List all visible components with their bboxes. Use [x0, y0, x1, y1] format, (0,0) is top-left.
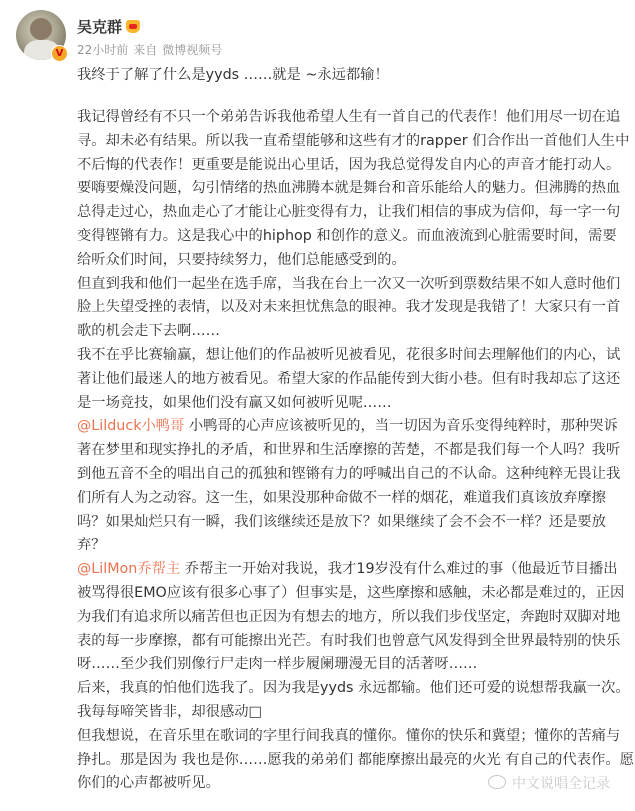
post-text-line: [77, 439, 634, 463]
post-meta: [77, 42, 227, 58]
line-text: 你们的心声都被听见。: [77, 775, 220, 792]
post-text-line: [77, 177, 634, 201]
post-source[interactable]: 微博视频号: [162, 43, 223, 57]
line-text: 不后悔的代表作！更重要是能说出心里话，因为我总觉得发自内心的声音才能打动人。: [77, 156, 621, 173]
line-text: 著在梦里和现实挣扎的矛盾，和世界和生活摩擦的苦楚，不都是我们每一个人吗？我听: [77, 442, 621, 459]
post-text-line: [77, 582, 634, 606]
line-text: 弃？: [77, 537, 106, 554]
post-text-line: [77, 344, 634, 368]
post-text-line: [77, 130, 634, 154]
line-text: 呀……至少我们别像行尸走肉一样步履阑珊漫无目的活著呀……: [77, 656, 478, 673]
user-mention-link[interactable]: @Lilduck小鸭哥: [77, 418, 185, 435]
post-first-line: 我终于了解了什么是yyds ……就是 ~永远都输！: [77, 67, 389, 83]
crown-icon[interactable]: [126, 20, 140, 33]
verified-badge-icon: V: [51, 45, 68, 62]
line-text: 寻。却未必有结果。所以我一直希望能够和这些有才的rapper 们合作出一首他们人生中: [77, 132, 630, 149]
line-text: 挣扎。那是因为 我也是你……愿我的弟弟们 都能摩擦出最亮的火光 有自己的代表作。愿: [77, 751, 634, 768]
post-time[interactable]: 22小时前: [77, 43, 129, 57]
post-text-line: [77, 653, 634, 677]
author-name-text[interactable]: 吴克群: [77, 18, 123, 36]
line-text: 我记得曾经有不只一个弟弟告诉我他希望人生有一首自己的代表作！他们用尽一切在追: [77, 109, 621, 125]
line-text: 脸上失望受挫的表情，以及对未来担忧焦急的眼神。我才发现是我错了！大家只有一首: [77, 299, 621, 316]
line-text: 到他五音不全的唱出自己的孤独和铿锵有力的呼喊出自己的不认命。这种纯粹无畏让我: [77, 465, 621, 482]
post-text-line: [77, 415, 634, 439]
post-text-line: [77, 701, 634, 725]
post-text-line: [77, 463, 634, 487]
post-text-line: [77, 225, 634, 249]
line-text: 但直到我和他们一起坐在选手席，当我在台上一次又一次听到票数结果不如人意时他们: [77, 275, 621, 292]
line-text: 我每每啼笑皆非，却很感动□: [77, 703, 263, 720]
post-text-line: [77, 368, 634, 392]
avatar-figure: [30, 18, 52, 40]
line-text: 为我们有追求所以痛苦但也正因为有想去的地方，所以我们步伐坚定，奔跑时双脚对地: [77, 608, 621, 625]
line-text: 后来，我真的怕他们选我了。因为我是yyds 永远都输。他们还可爱的说想帮我赢一次。: [77, 680, 630, 697]
post-text-line: [77, 677, 634, 701]
author-name[interactable]: [77, 18, 140, 36]
line-text: 乔帮主一开始对我说，我才19岁没有什么难过的事（他最近节目播出: [180, 561, 618, 578]
post-text-line: [77, 296, 634, 320]
post-text-line: [77, 630, 634, 654]
source-prefix: 来自: [133, 43, 158, 57]
line-text: 歌的机会走下去啊……: [77, 323, 220, 340]
post-text-line: [77, 392, 634, 416]
post-text-line: [77, 511, 634, 535]
line-text: 被骂得很EMO应该有很多心事了）但事实是，这些摩擦和感触，未必都是难过的，正因: [77, 584, 625, 601]
line-text: 小鸭哥的心声应该被听见的，当一切因为音乐变得纯粹时，那种哭诉: [184, 418, 618, 435]
post-text-line: [77, 249, 634, 273]
post-text-line: [77, 320, 634, 344]
line-text: 我不在乎比赛输赢，想让他们的作品被听见被看见，花很多时间去理解他们的内心，试: [77, 346, 621, 363]
line-text: 要嗨要燥没问题，勾引情绪的热血沸腾本就是舞台和音乐能给人的魅力。但沸腾的热血: [77, 180, 621, 197]
user-mention-link[interactable]: @LilMon乔帮主: [77, 561, 181, 578]
post-text-line: [77, 534, 634, 558]
post-text-line: [77, 725, 634, 749]
line-text: 吗？如果灿烂只有一瞬，我们该继续还是放下？如果继续了会不会不一样？还是要放: [77, 513, 606, 530]
post-body: [77, 106, 634, 796]
post-text-line: [77, 154, 634, 178]
line-text: 变得铿锵有力。这是我心中的hiphop 和创作的意义。而血液流到心脏需要时间，需要: [77, 227, 617, 244]
watermark-text: 中文说唱全记录: [512, 776, 610, 792]
post-text-line: [77, 201, 634, 225]
post-text-line: [77, 487, 634, 511]
line-text: 给听众们时间，只要持续努力，他们总能感受到的。: [77, 251, 406, 268]
line-text: 但我想说，在音乐里在歌词的字里行间我真的懂你。懂你的快乐和冀望；懂你的苦痛与: [77, 727, 621, 744]
post-text-line: [77, 106, 634, 130]
post-text-line: [77, 749, 634, 773]
wechat-icon: [488, 775, 506, 789]
post-content: [77, 106, 634, 796]
post-text-line: [77, 558, 634, 582]
line-text: 著让他们最迷人的地方被看见。希望大家的作品能传到大街小巷。但有时我却忘了这还: [77, 370, 621, 387]
post-text-line: [77, 273, 634, 297]
line-text: 总得走过心，热血走心了才能让心脏变得有力，让我们相信的事成为信仰，每一字一句: [77, 204, 621, 221]
watermark: [488, 775, 610, 793]
line-text: 是一场竞技，如果他们没有赢又如何被听见呢……: [77, 394, 392, 411]
line-text: 表的每一步摩擦，都有可能擦出光芒。有时我们也曾意气风发得到全世界最特别的快乐: [77, 632, 621, 649]
post-text-line: [77, 606, 634, 630]
line-text: 们所有人为之动容。这一生，如果没那种命做不一样的烟花，难道我们真该放弃摩擦: [77, 489, 606, 506]
